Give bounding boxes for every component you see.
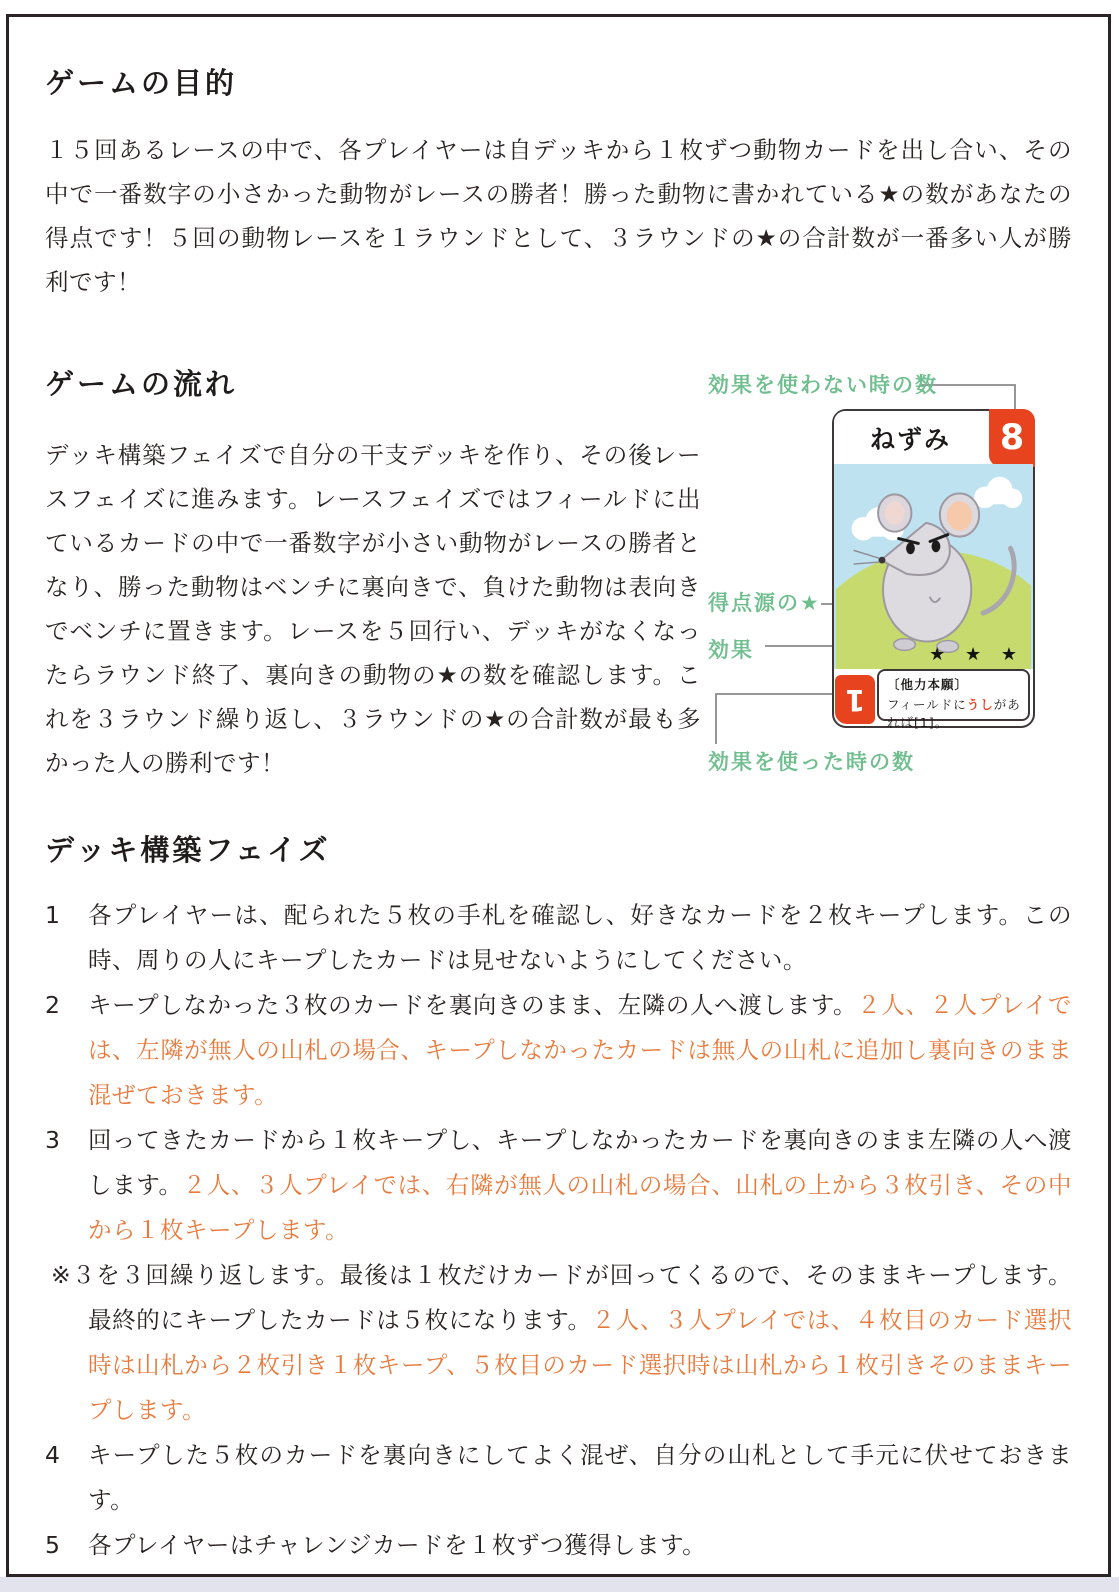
label-score-stars: 得点源の★: [708, 591, 821, 615]
section-game-objective: [45, 61, 1072, 304]
deck-step-text-main: キープしなかった３枚のカードを裏向きのまま、左隣の人へ渡します。: [88, 991, 858, 1019]
card-number-without-effect: 8: [999, 418, 1025, 458]
page-outside-margin: [0, 1577, 1119, 1592]
card-effect-text: [887, 695, 1023, 731]
card-effect-text-highlight: うし: [966, 697, 994, 712]
game-flow-column: [45, 362, 701, 785]
deck-note-text-main: ※３を３回繰り返します。最後は１枚だけカードが回ってくるので、そのままキープします。最終的にキープしたカードは５枚になります。: [51, 1261, 1072, 1334]
sample-animal-card: [832, 409, 1035, 728]
deck-step-text-main: キープした５枚のカードを裏向きにしてよく混ぜ、自分の山札として手元に伏せておきます。: [88, 1441, 1072, 1514]
label-effect: 効果: [708, 638, 754, 662]
star-icons: ★ ★ ★: [929, 644, 1024, 665]
label-number-without-effect: 効果を使わない時の数: [708, 373, 938, 397]
deck-step-number: 3: [45, 1126, 60, 1154]
deck-step-2: [45, 983, 1072, 1118]
game-objective-heading: ゲームの目的: [45, 66, 238, 100]
section-deck-building-phase: [45, 828, 1072, 1568]
section-game-flow: [45, 362, 1072, 792]
deck-step-text-highlight: ２人、３人プレイでは、右隣が無人の山札の場合、山札の上から３枚引き、その中から１枚キープします。: [88, 1171, 1072, 1244]
deck-step-note: [45, 1253, 1072, 1433]
deck-note-text-highlight: ２人、３人プレイでは、４枚目のカード選択時は山札から２枚引き１枚キープ、５枚目のカード選択時は山札から１枚引きそのままキープします。: [88, 1306, 1072, 1424]
game-objective-text: １５回あるレースの中で、各プレイヤーは自デッキから１枚ずつ動物カードを出し合い、その中で一番数字の小さかった動物がレースの勝者！勝った動物に書かれている★の数があなたの得点です！５回の動物レースを１ラウンドとして、３ラウンドの★の合計数が一番多い人が勝利です！: [45, 136, 1072, 296]
deck-step-number: 4: [45, 1441, 60, 1469]
card-effect-box: [877, 669, 1030, 730]
rulebook-page: [6, 14, 1111, 1577]
game-flow-text: デッキ構築フェイズで自分の干支デッキを作り、その後レースフェイズに進みます。レースフェイズではフィールドに出ているカードの中で一番数字が小さい動物がレースの勝者となり、勝った動物はベンチに裏向きで、負けた動物は表向きでベンチに置きます。レースを５回行い、デッキがなくなったらラウンド終了、裏向きの動物の★の数を確認します。これを３ラウンド繰り返し、３ラウンドの★の合計数が最も多かった人の勝利です！: [45, 441, 701, 777]
deck-step-1: [45, 893, 1072, 983]
card-number-with-effect: 1: [844, 682, 866, 717]
card-anatomy-diagram: [695, 356, 1080, 788]
deck-step-text: [88, 1523, 1072, 1568]
cloud-icon: [974, 477, 1022, 508]
deck-step-3: [45, 1118, 1072, 1253]
deck-step-text: [88, 1433, 1072, 1523]
deck-step-number: 2: [45, 991, 60, 1019]
deck-step-text: [88, 983, 1072, 1118]
deck-step-number: 1: [45, 901, 60, 929]
deck-phase-heading: デッキ構築フェイズ: [45, 833, 331, 867]
deck-step-text-main: 各プレイヤーはチャレンジカードを１枚ずつ獲得します。: [88, 1531, 707, 1559]
card-title: ねずみ: [869, 424, 951, 454]
mouse-illustration: [834, 464, 1033, 669]
card-effect-name: 〔他力本願〕: [887, 677, 969, 692]
card-number-badge-bottom: [835, 675, 875, 724]
card-effect-text-suffix: があれば[1]。: [887, 697, 1021, 730]
label-number-with-effect: 効果を使った時の数: [708, 750, 915, 774]
game-flow-heading: ゲームの流れ: [45, 367, 238, 401]
card-artwork: [834, 464, 1033, 669]
deck-step-text: [88, 893, 1072, 983]
deck-step-text-main: 各プレイヤーは、配られた５枚の手札を確認し、好きなカードを２枚キープします。この時、周りの人にキープしたカードは見せないようにしてください。: [88, 901, 1072, 974]
deck-step-text-main: 回ってきたカードから１枚キープし、キープしなかったカードを裏向きのまま左隣の人へ渡します。: [88, 1126, 1072, 1199]
deck-step-text-highlight: ２人、２人プレイでは、左隣が無人の山札の場合、キープしなかったカードは無人の山札に追加し裏向きのまま混ぜておきます。: [88, 991, 1072, 1109]
deck-step-4: [45, 1433, 1072, 1523]
card-number-badge-top: [989, 409, 1035, 467]
card-title-band: [834, 411, 1033, 466]
deck-phase-steps: [45, 893, 1072, 1568]
deck-step-number: 5: [45, 1531, 60, 1559]
deck-step-text: [88, 1118, 1072, 1253]
deck-step-5: [45, 1523, 1072, 1568]
card-effect-text-prefix: フィールドに: [887, 697, 967, 712]
card-effect-area: [834, 669, 1033, 730]
